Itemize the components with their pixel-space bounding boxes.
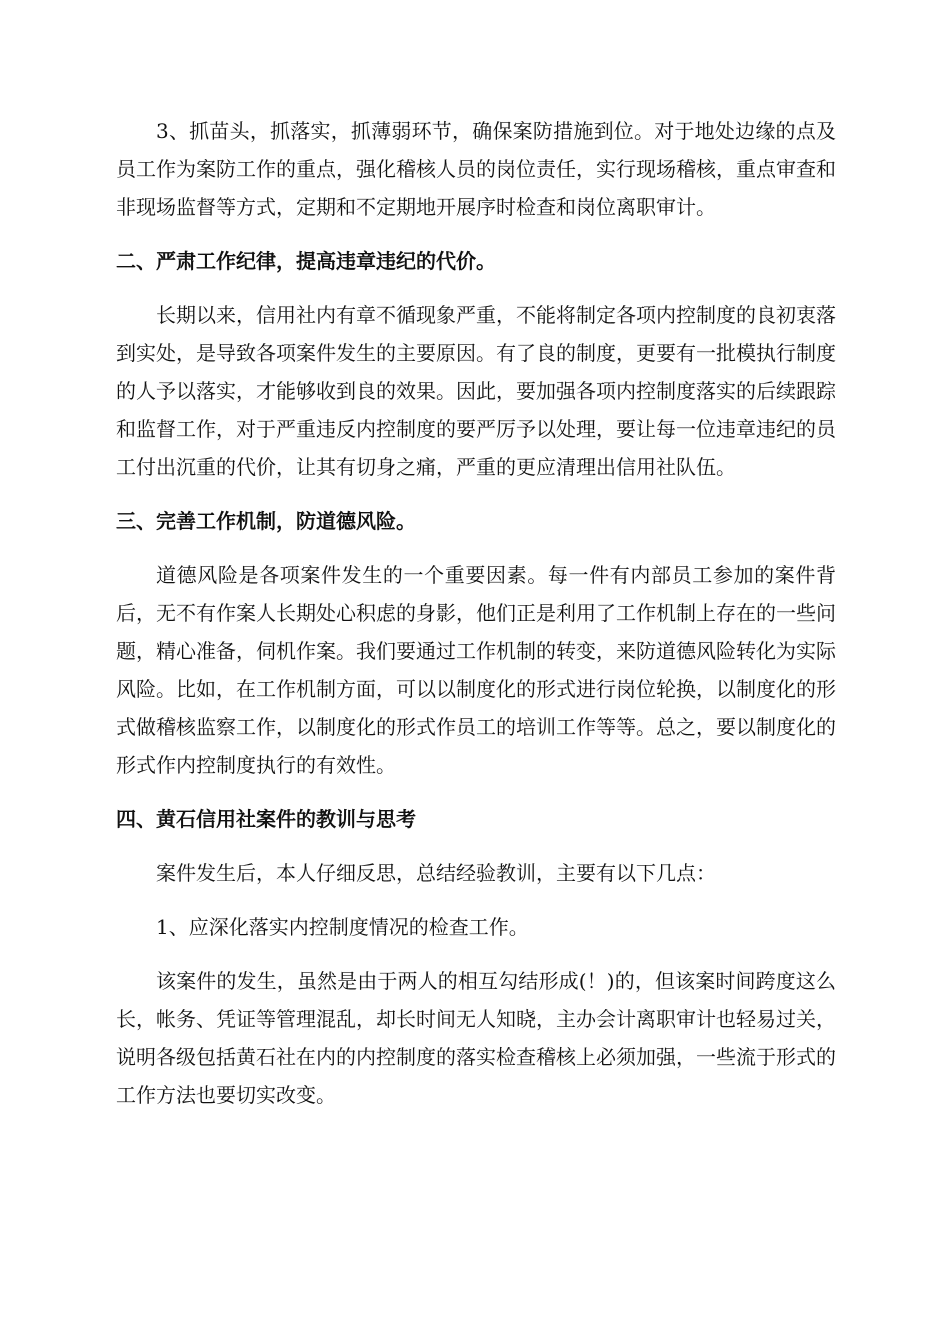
section-heading-4: 四、黄石信用社案件的教训与思考 xyxy=(116,807,416,831)
paragraph-5: 1、应深化落实内控制度情况的检查工作。 xyxy=(156,915,529,939)
paragraph-1: 3、抓苗头，抓落实，抓薄弱环节，确保案防措施到位。对于地处边缘的点及员工作为案防工作的重点，强化稽核人员的岗位责任，实行现场稽核，重点审查和非现场监督等方式，定期和不定期地开展序时检查和岗位离职审计。 xyxy=(116,119,836,219)
paragraph-6: 该案件的发生，虽然是由于两人的相互勾结形成(！)的，但该案时间跨度这么长，帐务、凭证等管理混乱，却长时间无人知晓，主办会计离职审计也轻易过关，说明各级包括黄石社在内的内控制度的落实检查稽核上必须加强，一些流于形式的工作方法也要切实改变。 xyxy=(116,969,836,1107)
section-heading-2: 二、严肃工作纪律，提高违章违纪的代价。 xyxy=(116,249,496,273)
paragraph-3: 道德风险是各项案件发生的一个重要因素。每一件有内部员工参加的案件背后，无不有作案人长期处心积虑的身影，他们正是利用了工作机制上存在的一些问题，精心准备，伺机作案。我们要通过工作机制的转变，来防道德风险转化为实际风险。比如，在工作机制方面，可以以制度化的形式进行岗位轮换，以制度化的形式做稽核监察工作，以制度化的形式作员工的培训工作等等。总之，要以制度化的形式作内控制度执行的有效性。 xyxy=(116,563,836,777)
section-heading-3: 三、完善工作机制，防道德风险。 xyxy=(116,509,416,533)
paragraph-4: 案件发生后，本人仔细反思，总结经验教训，主要有以下几点： xyxy=(156,861,716,885)
document-page xyxy=(116,112,836,1114)
paragraph-2: 长期以来，信用社内有章不循现象严重，不能将制定各项内控制度的良初衷落到实处，是导致各项案件发生的主要原因。有了良的制度，更要有一批模执行制度的人予以落实，才能够收到良的效果。因此，要加强各项内控制度落实的后续跟踪和监督工作，对于严重违反内控制度的要严厉予以处理，要让每一位违章违纪的员工付出沉重的代价，让其有切身之痛，严重的更应清理出信用社队伍。 xyxy=(116,303,836,479)
